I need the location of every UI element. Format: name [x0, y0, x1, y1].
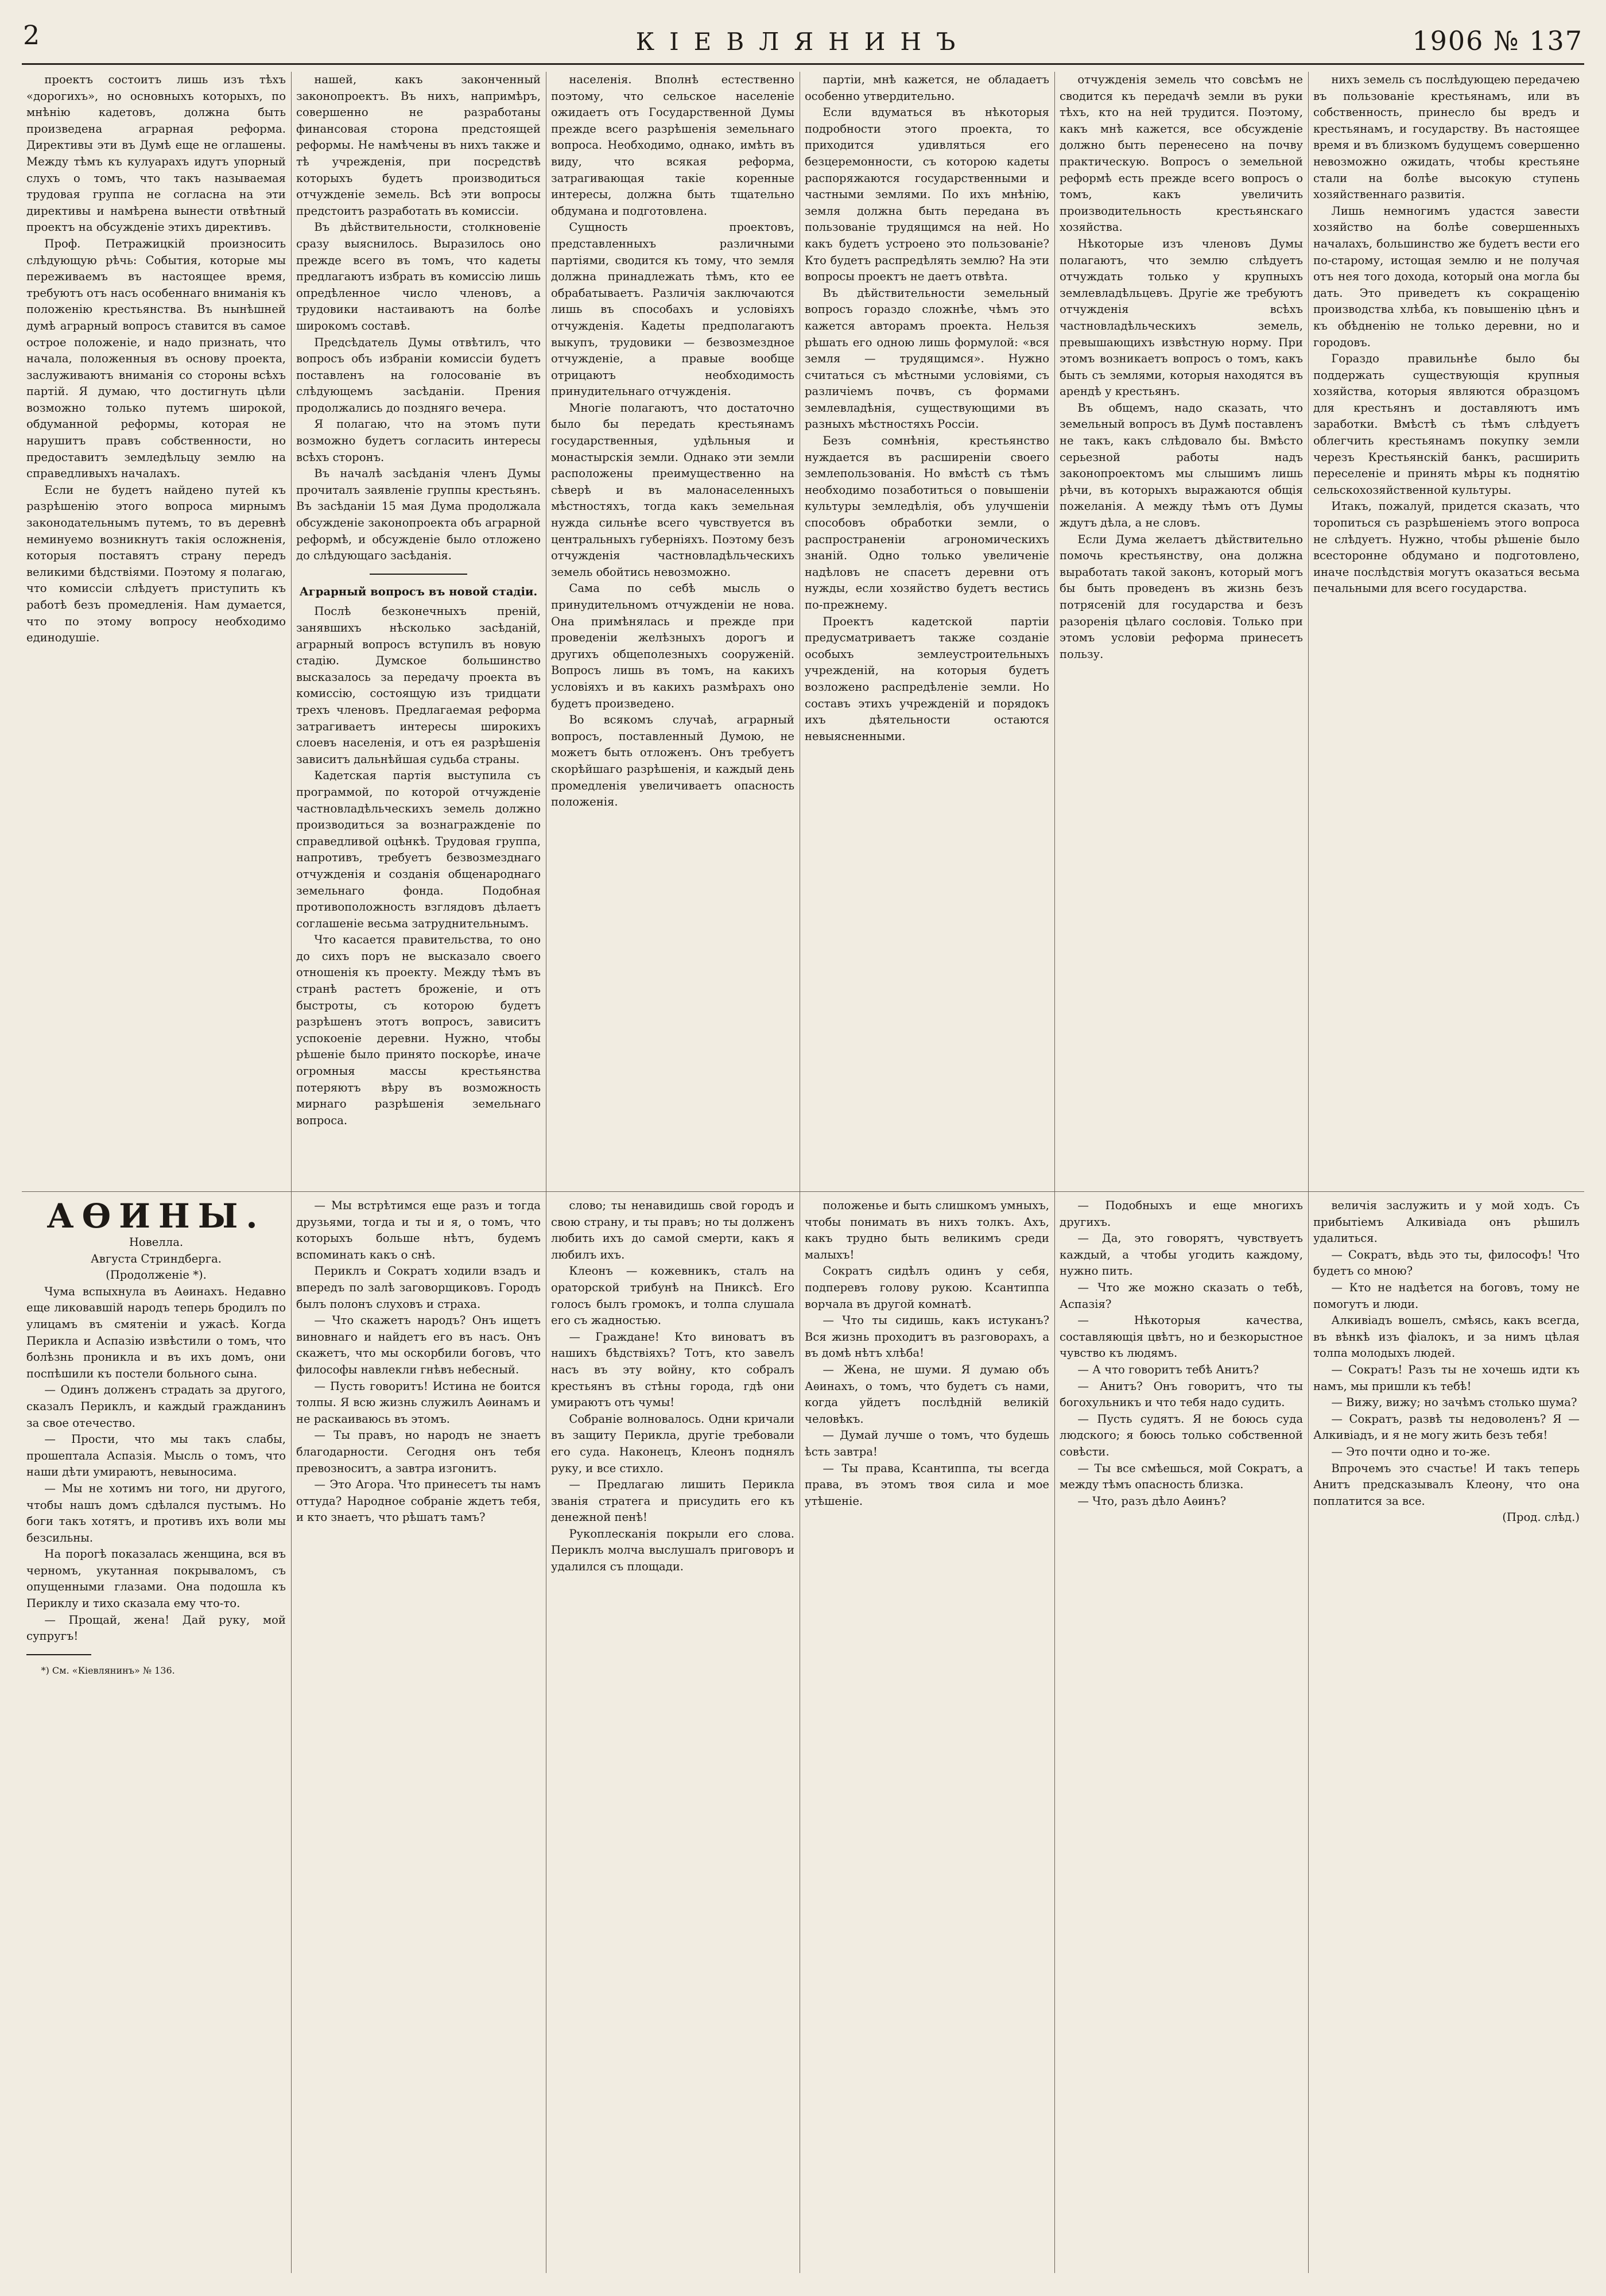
paragraph: Въ дѣйствительности, столкновеніе сразу выяснилось. Выразилось оно прежде всего въ томъ, что кадеты предлагаютъ избрать въ комиссію лишь опредѣленное число членовъ, а трудовики настаиваютъ на болѣе широкомъ составѣ. [296, 220, 541, 332]
paragraph: — Что ты сидишь, какъ истуканъ? Вся жизнь проходитъ въ разговорахъ, а въ домѣ нѣтъ хлѣба! [805, 1314, 1049, 1360]
issue-date: 1906 № 137 [1412, 25, 1583, 56]
paragraph: — Кто не надѣется на боговъ, тому не помогутъ и люди. [1313, 1280, 1580, 1311]
paragraph: — Жена, не шуми. Я думаю объ Аѳинахъ, о томъ, что будетъ съ нами, когда уйдетъ послѣдній великій человѣкъ. [805, 1362, 1049, 1426]
paragraph: — Что же можно сказать о тебѣ, Аспазія? [1060, 1280, 1303, 1311]
paragraph: Чума вспыхнула въ Аѳинахъ. Недавно еще ликовавшій народъ теперь бродилъ по улицамъ въ смятеніи и ужасѣ. Когда Перикла и Аспазію извѣстили о томъ, что болѣзнь проникла и въ ихъ домъ, они поспѣшили къ постели больного сына. [26, 1284, 286, 1380]
paragraph: величія заслужить и у мой ходъ. Съ прибытіемъ Алкивіада онъ рѣшилъ удалиться. [1313, 1199, 1580, 1245]
paragraph: Въ общемъ, надо сказать, что земельный вопросъ въ Думѣ поставленъ не такъ, какъ слѣдовало бы. Вмѣсто серьезной работы надъ законопроектомъ мы слышимъ лишь рѣчи, въ которыхъ выражаются общія пожеланія. А между тѣмъ отъ Думы ждутъ дѣла, а не словъ. [1060, 401, 1303, 530]
paragraph: Проектъ кадетской партіи предусматриваетъ также созданіе особыхъ землеустроительныхъ учрежденій, на которыя будетъ возложено распредѣленіе земли. Но составъ этихъ учрежденій и порядокъ ихъ дѣятельности остаются невыясненными. [805, 614, 1049, 743]
paragraph: — Нѣкоторыя качества, составляющія цвѣтъ, но и безкорыстное чувство къ людямъ. [1060, 1314, 1303, 1360]
feuilleton-note: (Продолженіе *). [106, 1268, 207, 1282]
feuilleton-column-4 [805, 1198, 1049, 2273]
paragraph: — Прости, что мы такъ слабы, прошептала Аспазія. Мысль о томъ, что наши дѣти умираютъ, невыносима. [26, 1432, 286, 1479]
paragraph: — Это Агора. Что принесетъ ты намъ оттуда? Народное собраніе ждетъ тебя, и кто знаетъ, что рѣшатъ тамъ? [296, 1478, 541, 1524]
paragraph: Итакъ, пожалуй, придется сказать, что торопиться съ разрѣшеніемъ этого вопроса не слѣдуетъ. Нужно, чтобы рѣшеніе было всесторонне обдумано и подготовлено, иначе послѣдствія могутъ оказаться весьма печальными для всего государства. [1313, 500, 1580, 595]
paragraph: — Сократъ, развѣ ты недоволенъ? Я — Алкивіадъ, и я не могу жить безъ тебя! [1313, 1412, 1580, 1442]
paragraph: Въ началѣ засѣданія членъ Думы прочиталъ заявленіе группы крестьянъ. Въ засѣданіи 15 мая Дума продолжала обсужденіе законопроекта объ аграрной реформѣ, и обсужденіе было отложено до слѣдующаго засѣданія. [296, 467, 541, 563]
column-rule [1308, 72, 1309, 2273]
article-column-5 [1060, 72, 1303, 1183]
paragraph: — Думай лучше о томъ, что будешь ѣсть завтра! [805, 1428, 1049, 1458]
page-number: 2 [23, 20, 40, 51]
paragraph: — А что говоритъ тебѣ Анитъ? [1077, 1362, 1259, 1376]
paragraph: Сократъ сидѣлъ одинъ у себя, подперевъ голову рукою. Ксантиппа ворчала въ другой комнатѣ. [805, 1264, 1049, 1311]
paragraph: — Одинъ долженъ страдать за другого, сказалъ Периклъ, и каждый гражданинъ за свое отечество. [26, 1383, 286, 1430]
paragraph: — Пусть судятъ. Я не боюсь суда людского; я боюсь только собственной совѣсти. [1060, 1412, 1303, 1458]
article-column-3 [551, 72, 794, 1183]
paragraph: Клеонъ — кожевникъ, сталъ на ораторской трибунѣ на Пниксѣ. Его голосъ былъ громокъ, и толпа слушала его съ жадностью. [551, 1264, 794, 1327]
paragraph: проектъ состоитъ лишь изъ тѣхъ «дорогихъ», но основныхъ которыхъ, по мнѣнію кадетовъ, должна быть произведена аграрная реформа. Директивы эти въ Думѣ еще не оглашены. Между тѣмъ къ кулуарахъ идутъ упорный слухъ о томъ, что такъ называемая трудовая группа не согласна на эти директивы и намѣрена вынести отвѣтный проектъ на обсужденіе этихъ директивъ. [26, 73, 286, 234]
paragraph: Периклъ и Сократъ ходили взадъ и впередъ по залѣ заговорщиковъ. Городъ былъ полонъ слуховъ и страха. [296, 1264, 541, 1311]
article-column-2 [296, 72, 541, 1183]
paragraph: Предсѣдатель Думы отвѣтилъ, что вопросъ объ избраніи комиссіи будетъ поставленъ на голосованіе въ слѣдующемъ засѣданіи. Прения продолжались до поздняго вечера. [296, 335, 541, 415]
paragraph: — Что, разъ дѣло Аѳинъ? [1077, 1494, 1227, 1508]
paragraph: — Да, это говорятъ, чувствуетъ каждый, а чтобы угодить каждому, нужно пить. [1060, 1232, 1303, 1278]
article-column-4 [805, 72, 1049, 1183]
paragraph: Что касается правительства, то оно до сихъ поръ не высказало своего отношенія къ проекту. Между тѣмъ въ странѣ растетъ броженіе, и отъ быстроты, съ которою будетъ разрѣшенъ этотъ вопросъ, зависитъ успокоеніе деревни. Нужно, чтобы рѣшеніе было принято поскорѣе, иначе огромныя массы крестьянства потеряютъ вѣру въ возможность мирнаго разрѣшенія земельнаго вопроса. [296, 933, 541, 1127]
paragraph: Если не будетъ найдено путей къ разрѣшенію этого вопроса мирнымъ законодательнымъ путемъ, то въ деревнѣ неминуемо возникнутъ такія осложненія, которыя поставятъ страну передъ великими бѣдствіями. Поэтому я полагаю, что комиссіи слѣдуетъ приступить къ работѣ безъ промедленія. Нам думается, что по этому вопросу необходимо единодушіе. [26, 483, 286, 645]
paragraph: Многіе полагаютъ, что достаточно было бы передать крестьянамъ государственныя, удѣльныя и монастырскія земли. Однако эти земли расположены преимущественно на сѣверѣ и въ малонаселенныхъ мѣстностяхъ, тогда какъ земельная нужда сильнѣе всего чувствуется въ центральныхъ губерніяхъ. Поэтому безъ отчужденія частновладѣльческихъ земель обойтись невозможно. [551, 401, 794, 579]
feuilleton-rule [22, 1191, 1584, 1192]
paragraph: Алкивіадъ вошелъ, смѣясь, какъ всегда, въ вѣнкѣ изъ фіалокъ, и за нимъ цѣлая толпа молодыхъ людей. [1313, 1314, 1580, 1360]
paragraph: — Вижу, вижу; но зачѣмъ столько шума? [1331, 1396, 1577, 1410]
paragraph: Сущность проектовъ, представленныхъ различными партіями, сводится къ тому, что земля должна принадлежать тѣмъ, кто ее обрабатываетъ. Различія заключаются лишь въ способахъ и условіяхъ отчужденія. Кадеты предполагаютъ выкупъ, трудовики — безвозмездное отчужденіе, а правые вообще отрицаютъ необходимость принудительнаго отчужденія. [551, 220, 794, 398]
paragraph: На порогѣ показалась женщина, вся въ черномъ, укутанная покрываломъ, съ опущенными глазами. Она подошла къ Периклу и тихо сказала ему что-то. [26, 1547, 286, 1610]
paragraph: Послѣ безконечныхъ преній, занявшихъ нѣсколько засѣданій, аграрный вопросъ вступилъ въ новую стадію. Думское большинство высказалось за передачу проекта въ комиссію, состоящую изъ тридцати трехъ членовъ. Предлагаемая реформа затрагиваетъ интересы широкихъ слоевъ населенія, и отъ ея разрѣшенія зависитъ дальнѣйшая судьба страны. [296, 605, 541, 766]
paragraph: положенье и быть слишкомъ умныхъ, чтобы понимать въ нихъ толкъ. Ахъ, какъ трудно быть великимъ среди малыхъ! [805, 1199, 1049, 1261]
continuation-note: (Прод. слѣд.) [1502, 1511, 1580, 1524]
paragraph: Сама по себѣ мысль о принудительномъ отчужденіи не нова. Она примѣнялась и прежде при проведеніи желѣзныхъ дорогъ и другихъ общеполезныхъ сооруженій. Вопросъ лишь въ томъ, на какихъ условіяхъ и въ какихъ размѣрахъ оно будетъ произведено. [551, 582, 794, 710]
paragraph: Кадетская партія выступила съ программой, по которой отчужденіе частновладѣльческихъ земель должно производиться за вознагражденіе по справедливой оцѣнкѣ. Трудовая группа, напротивъ, требуетъ безвозмезднаго отчужденія и созданія общенароднаго земельнаго фонда. Подобная противоположность взглядовъ дѣлаетъ соглашеніе весьма затруднительнымъ. [296, 769, 541, 930]
paragraph: — Ты правъ, но народъ не знаетъ благодарности. Сегодня онъ тебя превозноситъ, а завтра изгонитъ. [296, 1428, 541, 1475]
paragraph: Проф. Петражицкій произносить слѣдующую рѣчь: События, которые мы переживаемъ въ настоящее время, требуютъ отъ насъ особеннаго вниманія къ положенію крестьянства. Въ нынѣшней думѣ аграрный вопросъ ставится въ самое острое положеніе, и надо признать, что начала, положенныя въ основу проекта, заслуживаютъ вниманія со стороны всѣхъ партій. Я думаю, что достигнуть цѣли возможно только путемъ широкой, обдуманной реформы, которая не нарушитъ правъ собственности, но предоставитъ земледѣльцу землю на справедливыхъ началахъ. [26, 237, 286, 481]
paragraph: — Что скажетъ народъ? Онъ ищетъ виновнаго и найдетъ его въ насъ. Онъ скажетъ, что мы оскорбили боговъ, что философы навлекли гнѣвъ небесный. [296, 1314, 541, 1376]
paragraph: Я полагаю, что на этомъ пути возможно будетъ согласить интересы всѣхъ сторонъ. [296, 417, 541, 464]
paragraph: Лишь немногимъ удастся завести хозяйство на болѣе совершенныхъ началахъ, большинство же будетъ вести его по-старому, истощая землю и не получая отъ нея того дохода, который она могла бы дать. Это приведетъ къ сокращенію производства хлѣба, къ повышенію цѣнъ и къ обѣдненію не только деревни, но и городовъ. [1313, 204, 1580, 349]
feuilleton-column-5 [1060, 1198, 1303, 2273]
paragraph: — Подобныхъ и еще многихъ другихъ. [1060, 1199, 1303, 1229]
paragraph: — Ты права, Ксантиппа, ты всегда права, въ этомъ твоя сила и мое утѣшеніе. [805, 1461, 1049, 1508]
paragraph: — Сократъ, вѣдь это ты, философъ! Что будетъ со мною? [1313, 1248, 1580, 1278]
top-rule [22, 63, 1584, 65]
paragraph: слово; ты ненавидишь свой городъ и свою страну, и ты правъ; но ты долженъ любить ихъ до самой смерти, какъ я любилъ ихъ. [551, 1199, 794, 1261]
paragraph: Если Дума желаетъ дѣйствительно помочь крестьянству, она должна выработать такой законъ, который могъ бы быть проведенъ въ жизнь безъ потрясеній для государства и безъ разоренія цѣлаго сословія. Только при этомъ условіи реформа принесетъ пользу. [1060, 532, 1303, 661]
paragraph: Собраніе волновалось. Одни кричали въ защиту Перикла, другіе требовали его суда. Наконецъ, Клеонъ поднялъ руку, и все стихло. [551, 1412, 794, 1475]
article-column-6 [1313, 72, 1580, 1183]
paragraph: Безъ сомнѣнія, крестьянство нуждается въ расширеніи своего землепользованія. Но вмѣстѣ съ тѣмъ необходимо позаботиться о повышеніи культуры земледѣлія, объ улучшеніи способовъ обработки земли, о распространеніи агрономическихъ знаній. Одно только увеличеніе надѣловъ не спасетъ деревни отъ нужды, если хозяйство будетъ вестись по-прежнему. [805, 434, 1049, 611]
column-rule [1054, 72, 1055, 2273]
section-heading: Аграрный вопросъ въ новой стадіи. [299, 584, 538, 598]
feuilleton-column-6 [1313, 1198, 1580, 2273]
paragraph: — Мы встрѣтимся еще разъ и тогда друзьями, тогда и ты и я, о томъ, что которыхъ больше нѣтъ, будемъ вспоминать какъ о снѣ. [296, 1199, 541, 1261]
feuilleton-subtitle: Новелла. [129, 1236, 184, 1249]
feuilleton-column-3 [551, 1198, 794, 2273]
paragraph: — Пусть говоритъ! Истина не боится толпы. Я всю жизнь служилъ Аѳинамъ и не раскаиваюсь въ этомъ. [296, 1379, 541, 1426]
footnote-divider [26, 1654, 91, 1655]
masthead: КІЕВЛЯНИНЪ [635, 28, 971, 56]
paragraph: Нѣкоторые изъ членовъ Думы полагаютъ, что землю слѣдуетъ отчуждать только у крупныхъ землевладѣльцевъ. Другіе же требуютъ отчужденія всѣхъ частновладѣльческихъ земель, превышающихъ извѣстную норму. При этомъ возникаетъ вопросъ о томъ, какъ быть съ землями, которыя находятся въ арендѣ у крестьянъ. [1060, 237, 1303, 398]
paragraph: Рукоплесканія покрыли его слова. Периклъ молча выслушалъ приговоръ и удалился съ площади. [551, 1527, 794, 1574]
paragraph: — Это почти одно и то-же. [1331, 1445, 1491, 1458]
article-column-1 [26, 72, 286, 1183]
paragraph: населенія. Вполнѣ естественно поэтому, что сельское населеніе ожидаетъ отъ Государственной Думы прежде всего разрѣшенія земельнаго вопроса. Необходимо, однако, имѣть въ виду, что всякая реформа, затрагивающая такіе коренные интересы, должна быть тщательно обдумана и подготовлена. [551, 73, 794, 218]
paragraph: — Мы не хотимъ ни того, ни другого, чтобы нашъ домъ сдѣлался пустымъ. Но боги такъ хотятъ, и противъ ихъ воли мы безсильны. [26, 1481, 286, 1544]
paragraph: — Прощай, жена! Дай руку, мой супругъ! [26, 1613, 286, 1643]
paragraph: — Ты все смѣешься, мой Сократъ, а между тѣмъ опасность близка. [1060, 1461, 1303, 1492]
paragraph: — Анитъ? Онъ говоритъ, что ты богохульникъ и что тебя надо судить. [1060, 1379, 1303, 1410]
paragraph: отчужденія земель что совсѣмъ не сводится къ передачѣ земли въ руки тѣхъ, кто на ней трудится. Поэтому, какъ мнѣ кажется, все обсужденіе должно быть перенесено на почву практическую. Вопросъ о земельной реформѣ есть прежде всего вопросъ о томъ, какъ увеличить производительность крестьянскаго хозяйства. [1060, 73, 1303, 234]
feuilleton-column-2 [296, 1198, 541, 2273]
paragraph: — Предлагаю лишить Перикла званія стратега и присудить его къ денежной пенѣ! [551, 1478, 794, 1524]
paragraph: Во всякомъ случаѣ, аграрный вопросъ, поставленный Думою, не можетъ быть отложенъ. Онъ требуетъ скорѣйшаго разрѣшенія, и каждый день промедленія увеличиваетъ опасность положенія. [551, 713, 794, 809]
paragraph: — Граждане! Кто виноватъ въ нашихъ бѣдствіяхъ? Тотъ, кто завелъ насъ въ эту войну, кто собралъ крестьянъ въ стѣны города, гдѣ они умираютъ отъ чумы! [551, 1330, 794, 1410]
section-divider [370, 574, 467, 575]
footnote: *) См. «Кіевлянинъ» № 136. [41, 1664, 175, 1676]
paragraph: Въ дѣйствительности земельный вопросъ гораздо сложнѣе, чѣмъ это кажется авторамъ проекта. Нельзя рѣшать его одною лишь формулой: «вся земля — трудящимся». Нужно считаться съ мѣстными условіями, съ различіемъ почвъ, съ формами землевладѣнія, существующими въ разныхъ мѣстностяхъ Россіи. [805, 286, 1049, 431]
paragraph: Впрочемъ это счастье! И такъ теперь Анитъ предсказывалъ Клеону, что она поплатится за все. [1313, 1461, 1580, 1508]
paragraph: Если вдуматься въ нѣкоторыя подробности этого проекта, то приходится удивляться его безцеремонности, съ которою кадеты распоряжаются государственными и частными землями. По ихъ мнѣнію, земля должна быть передана въ пользованіе трудящимся на ней. Но какъ будетъ устроено это пользованіе? Кто будетъ распредѣлять землю? На эти вопросы проектъ не даетъ отвѣта. [805, 106, 1049, 284]
paragraph: нихъ земель съ послѣдующею передачею въ пользованіе крестьянамъ, или въ собственность, принесло бы вредъ и крестьянамъ, и государству. Въ настоящее время и въ близкомъ будущемъ совершенно невозможно ожидать, чтобы крестьяне стали на болѣе высокую ступень хозяйственнаго развитія. [1313, 73, 1580, 202]
paragraph: партіи, мнѣ кажется, не обладаетъ особенно утвердительно. [805, 73, 1049, 103]
feuilleton-author: Августа Стриндберга. [90, 1252, 222, 1265]
paragraph: нашей, какъ законченный законопроектъ. Въ нихъ, напримѣръ, совершенно не разработаны финансовая сторона предстоящей реформы. Не намѣчены въ нихъ также и тѣ учрежденія, при посредствѣ которыхъ будетъ производиться отчужденіе земель. Всѣ эти вопросы предстоитъ разработать въ комиссіи. [296, 73, 541, 218]
feuilleton-title: АѲИНЫ. [46, 1198, 266, 1236]
paragraph: Гораздо правильнѣе было бы поддержать существующія крупныя хозяйства, которыя являются образцомъ для крестьянъ и доставляютъ имъ заработки. Вмѣстѣ съ тѣмъ слѣдуетъ облегчить крестьянамъ покупку земли черезъ Крестьянскій банкъ, расширить переселеніе и принять мѣры къ поднятію сельскохозяйственной культуры. [1313, 352, 1580, 497]
feuilleton-column-1 [26, 1198, 286, 2273]
column-rule [291, 72, 292, 2273]
paragraph: — Сократъ! Разъ ты не хочешь идти къ намъ, мы пришли къ тебѣ! [1313, 1362, 1580, 1393]
